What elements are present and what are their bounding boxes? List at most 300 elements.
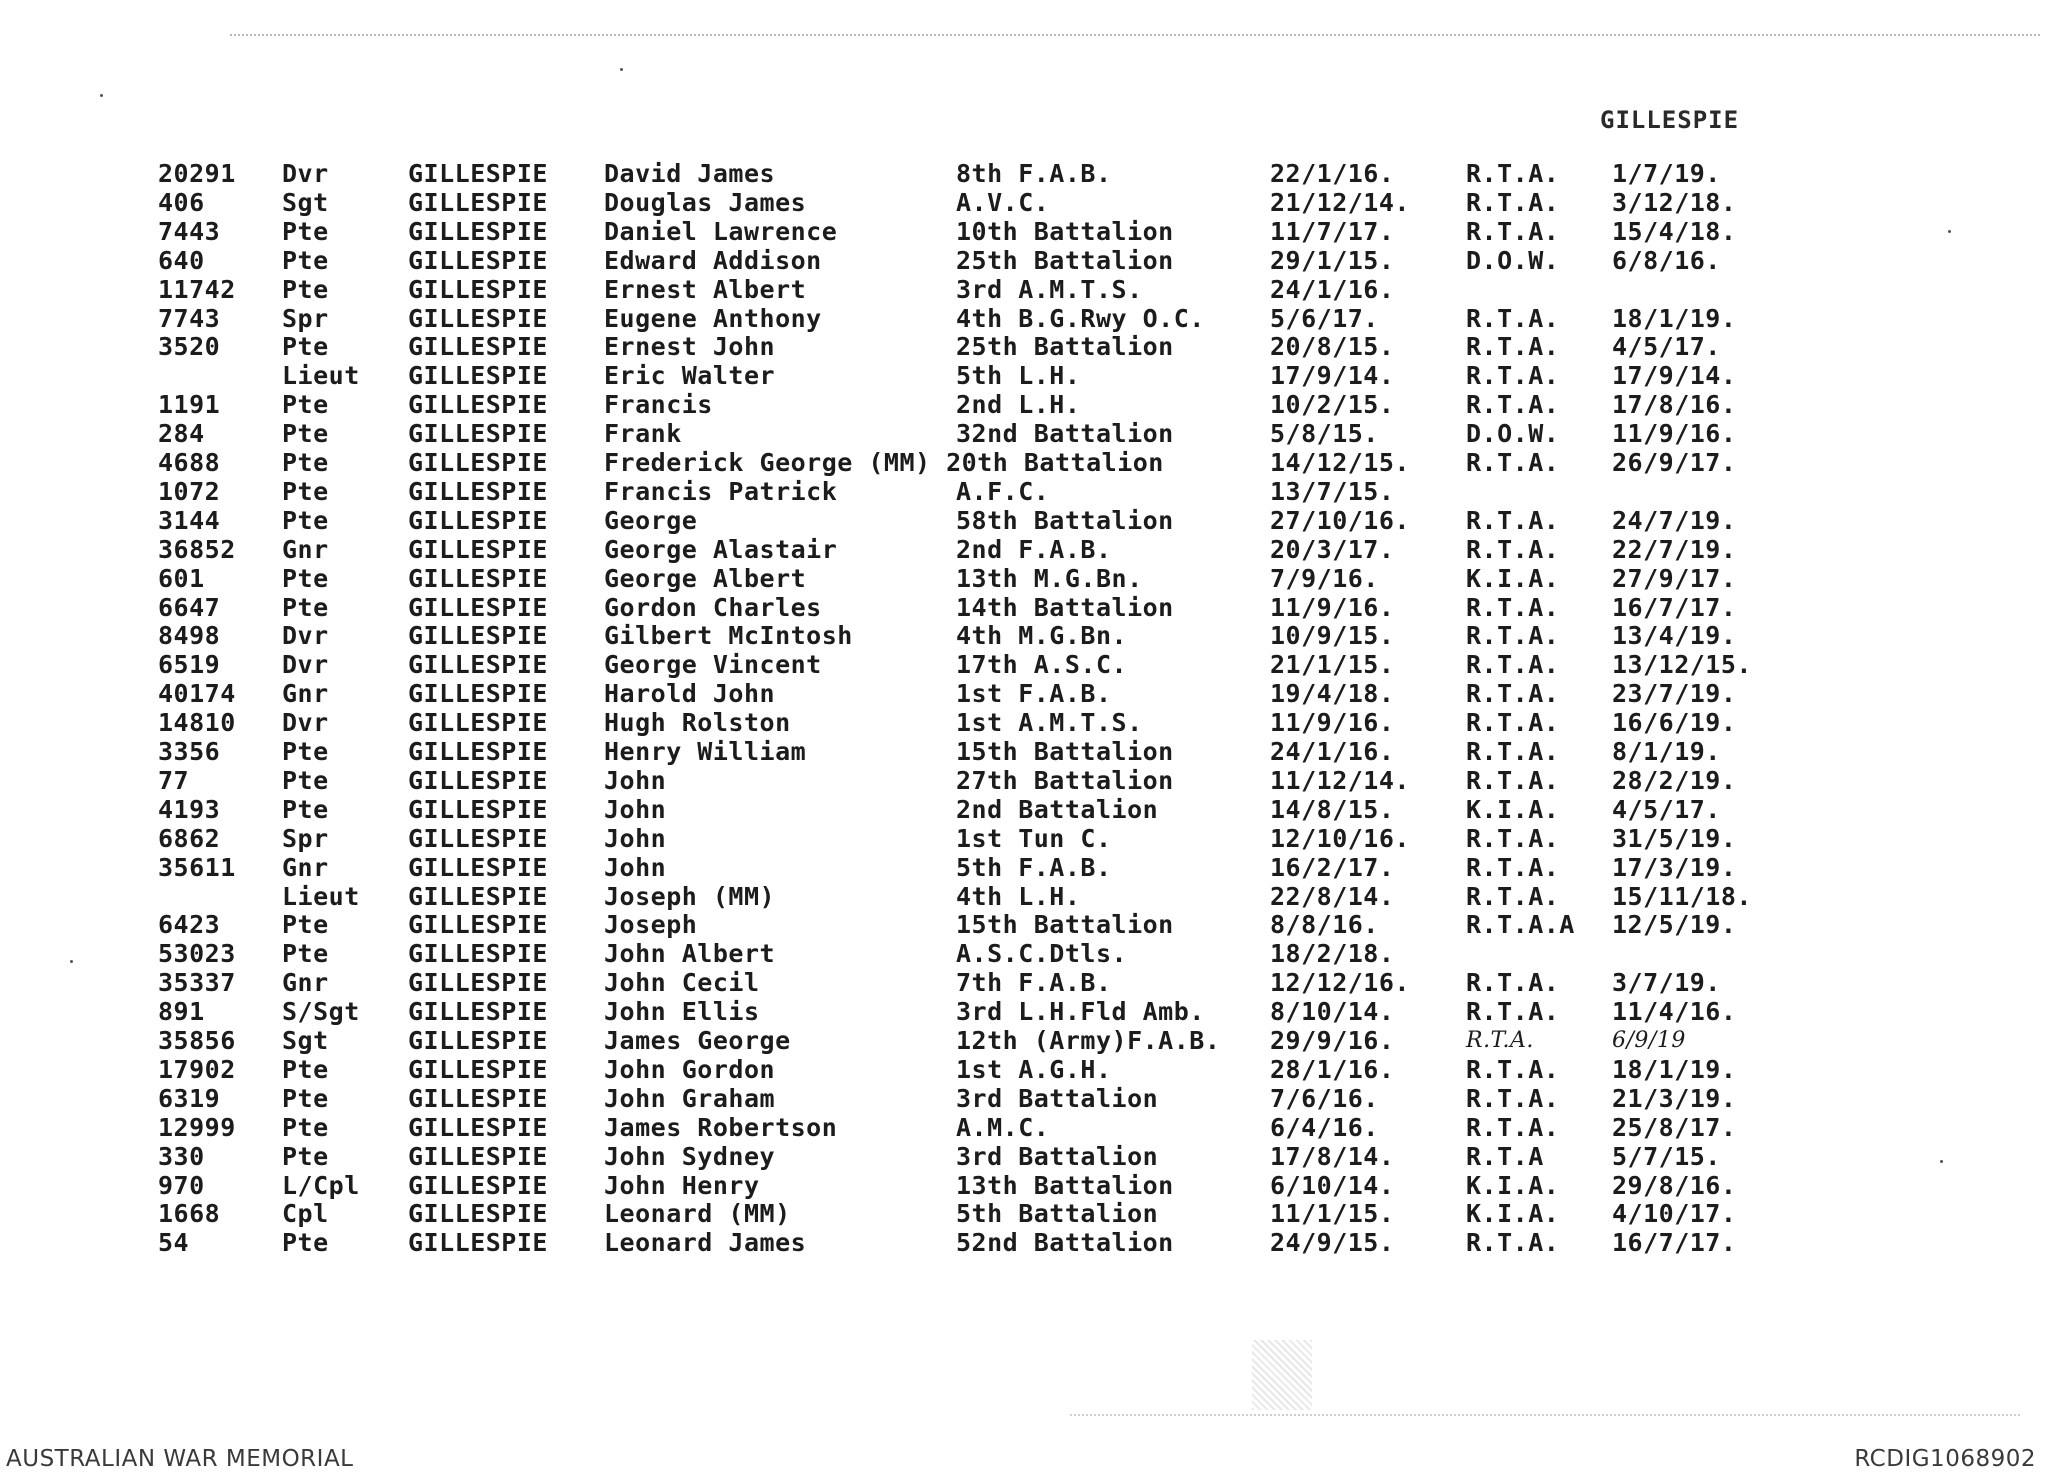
- record-fate: R.T.A.: [1466, 824, 1560, 853]
- record-surname: GILLESPIE: [408, 304, 548, 333]
- record-given-names: Gilbert McIntosh: [604, 621, 853, 650]
- record-given-names: Leonard (MM): [604, 1199, 791, 1228]
- record-rank: Lieut: [282, 882, 360, 911]
- record-surname: GILLESPIE: [408, 506, 548, 535]
- record-enlistment-date: 7/9/16.: [1270, 564, 1379, 593]
- record-surname: GILLESPIE: [408, 1055, 548, 1084]
- record-unit: 3rd Battalion: [956, 1142, 1159, 1171]
- record-fate-date: 31/5/19.: [1612, 824, 1737, 853]
- record-number: 1191: [158, 390, 221, 419]
- record-enlistment-date: 5/6/17.: [1270, 304, 1379, 333]
- top-dotted-rule: [230, 34, 2040, 36]
- record-enlistment-date: 16/2/17.: [1270, 853, 1395, 882]
- record-given-names: John Albert: [604, 939, 776, 968]
- record-given-names: Harold John: [604, 679, 776, 708]
- paper-speck: [70, 960, 73, 963]
- record-number: 6519: [158, 650, 221, 679]
- record-number: 35611: [158, 853, 236, 882]
- record-surname: GILLESPIE: [408, 593, 548, 622]
- record-row: [0, 825, 2048, 853]
- record-surname: GILLESPIE: [408, 275, 548, 304]
- record-enlistment-date: 11/9/16.: [1270, 708, 1395, 737]
- record-fate: R.T.A.: [1466, 968, 1560, 997]
- record-fate-date: 5/7/15.: [1612, 1142, 1721, 1171]
- record-number: 17902: [158, 1055, 236, 1084]
- record-row: [0, 218, 2048, 246]
- record-rank: Cpl: [282, 1199, 329, 1228]
- record-rank: L/Cpl: [282, 1171, 360, 1200]
- record-fate-date: 25/8/17.: [1612, 1113, 1737, 1142]
- record-number: 6647: [158, 593, 221, 622]
- record-enlistment-date: 27/10/16.: [1270, 506, 1410, 535]
- record-fate-date: 3/12/18.: [1612, 188, 1737, 217]
- record-rank: Lieut: [282, 361, 360, 390]
- record-fate: R.T.A.: [1466, 593, 1560, 622]
- record-number: 20291: [158, 159, 236, 188]
- record-rank: Dvr: [282, 159, 329, 188]
- record-enlistment-date: 14/8/15.: [1270, 795, 1395, 824]
- record-fate-date: 6/9/19: [1612, 1028, 1686, 1053]
- record-number: 77: [158, 766, 190, 795]
- record-surname: GILLESPIE: [408, 535, 548, 564]
- record-enlistment-date: 20/3/17.: [1270, 535, 1395, 564]
- record-enlistment-date: 21/12/14.: [1270, 188, 1410, 217]
- record-enlistment-date: 21/1/15.: [1270, 650, 1395, 679]
- record-given-names: John Graham: [604, 1084, 776, 1113]
- record-rank: Pte: [282, 1055, 329, 1084]
- record-given-names: Joseph (MM): [604, 882, 776, 911]
- record-given-names: Leonard James: [604, 1228, 807, 1257]
- page-heading-surname: GILLESPIE: [1600, 106, 1740, 134]
- record-fate-date: 11/4/16.: [1612, 997, 1737, 1026]
- record-given-names: Frank: [604, 419, 682, 448]
- record-fate-date: 17/3/19.: [1612, 853, 1737, 882]
- record-row: [0, 305, 2048, 333]
- record-row: [0, 767, 2048, 795]
- record-rank: S/Sgt: [282, 997, 360, 1026]
- record-fate: R.T.A.: [1466, 506, 1560, 535]
- record-fate: K.I.A.: [1466, 1171, 1560, 1200]
- record-surname: GILLESPIE: [408, 621, 548, 650]
- footer-record-id: RCDIG1068902: [1854, 1446, 2036, 1472]
- record-surname: GILLESPIE: [408, 939, 548, 968]
- record-given-names: Henry William: [604, 737, 807, 766]
- record-enlistment-date: 22/1/16.: [1270, 159, 1395, 188]
- record-unit: 5th Battalion: [956, 1199, 1159, 1228]
- record-unit: 5th L.H.: [956, 361, 1081, 390]
- record-number: 6862: [158, 824, 221, 853]
- record-unit: 32nd Battalion: [956, 419, 1174, 448]
- record-unit: 27th Battalion: [956, 766, 1174, 795]
- record-row: [0, 247, 2048, 275]
- record-enlistment-date: 12/10/16.: [1270, 824, 1410, 853]
- record-number: 3356: [158, 737, 221, 766]
- record-fate: R.T.A.: [1466, 737, 1560, 766]
- record-row: [0, 160, 2048, 188]
- record-number: 601: [158, 564, 205, 593]
- record-unit: 1st A.G.H.: [956, 1055, 1112, 1084]
- record-unit: A.F.C.: [956, 477, 1050, 506]
- record-given-names: Hugh Rolston: [604, 708, 791, 737]
- record-rank: Spr: [282, 304, 329, 333]
- record-given-names: George Alastair: [604, 535, 838, 564]
- record-fate-date: 26/9/17.: [1612, 448, 1737, 477]
- record-enlistment-date: 11/7/17.: [1270, 217, 1395, 246]
- record-given-names: Frederick George (MM) 20th Battalion: [604, 448, 1164, 477]
- record-rank: Pte: [282, 217, 329, 246]
- record-given-names: Daniel Lawrence: [604, 217, 838, 246]
- record-number: 54: [158, 1228, 190, 1257]
- record-fate-date: 15/4/18.: [1612, 217, 1737, 246]
- record-rank: Pte: [282, 275, 329, 304]
- paper-speck: [1940, 1160, 1943, 1163]
- record-rank: Dvr: [282, 708, 329, 737]
- record-enlistment-date: 28/1/16.: [1270, 1055, 1395, 1084]
- record-row: [0, 1085, 2048, 1113]
- record-row: [0, 738, 2048, 766]
- record-given-names: Gordon Charles: [604, 593, 822, 622]
- record-number: 35856: [158, 1026, 236, 1055]
- record-surname: GILLESPIE: [408, 766, 548, 795]
- record-fate-date: 15/11/18.: [1612, 882, 1752, 911]
- record-fate-date: 6/8/16.: [1612, 246, 1721, 275]
- record-surname: GILLESPIE: [408, 737, 548, 766]
- record-enlistment-date: 17/9/14.: [1270, 361, 1395, 390]
- record-unit: 52nd Battalion: [956, 1228, 1174, 1257]
- record-row: [0, 1114, 2048, 1142]
- record-given-names: James George: [604, 1026, 791, 1055]
- record-surname: GILLESPIE: [408, 679, 548, 708]
- record-row: [0, 478, 2048, 506]
- record-fate: R.T.A.: [1466, 997, 1560, 1026]
- record-surname: GILLESPIE: [408, 824, 548, 853]
- record-surname: GILLESPIE: [408, 1228, 548, 1257]
- record-given-names: John: [604, 853, 667, 882]
- record-number: 1072: [158, 477, 221, 506]
- record-fate-date: 13/4/19.: [1612, 621, 1737, 650]
- record-rank: Gnr: [282, 968, 329, 997]
- record-fate-date: 29/8/16.: [1612, 1171, 1737, 1200]
- record-given-names: George: [604, 506, 698, 535]
- record-number: 6319: [158, 1084, 221, 1113]
- record-fate: R.T.A.: [1466, 332, 1560, 361]
- record-rank: Spr: [282, 824, 329, 853]
- record-unit: 3rd Battalion: [956, 1084, 1159, 1113]
- record-row: [0, 391, 2048, 419]
- record-surname: GILLESPIE: [408, 332, 548, 361]
- record-unit: 58th Battalion: [956, 506, 1174, 535]
- record-fate: R.T.A.: [1466, 621, 1560, 650]
- record-number: 284: [158, 419, 205, 448]
- record-fate: R.T.A.: [1466, 1084, 1560, 1113]
- record-unit: 1st F.A.B.: [956, 679, 1112, 708]
- record-unit: 2nd F.A.B.: [956, 535, 1112, 564]
- record-rank: Pte: [282, 1228, 329, 1257]
- record-number: 8498: [158, 621, 221, 650]
- record-fate: R.T.A.: [1466, 304, 1560, 333]
- record-fate-date: 21/3/19.: [1612, 1084, 1737, 1113]
- record-surname: GILLESPIE: [408, 1026, 548, 1055]
- record-row: [0, 276, 2048, 304]
- record-number: 330: [158, 1142, 205, 1171]
- paper-speck: [100, 94, 103, 97]
- record-number: 6423: [158, 910, 221, 939]
- record-rank: Pte: [282, 419, 329, 448]
- record-row: [0, 507, 2048, 535]
- record-row: [0, 1229, 2048, 1257]
- record-rank: Pte: [282, 1084, 329, 1113]
- record-fate: D.O.W.: [1466, 419, 1560, 448]
- record-surname: GILLESPIE: [408, 448, 548, 477]
- record-fate: R.T.A.: [1466, 650, 1560, 679]
- record-number: 3520: [158, 332, 221, 361]
- record-rank: Dvr: [282, 621, 329, 650]
- record-surname: GILLESPIE: [408, 246, 548, 275]
- record-fate: R.T.A.: [1466, 853, 1560, 882]
- record-fate-date: 27/9/17.: [1612, 564, 1737, 593]
- record-surname: GILLESPIE: [408, 650, 548, 679]
- record-rank: Pte: [282, 795, 329, 824]
- record-unit: 3rd L.H.Fld Amb.: [956, 997, 1205, 1026]
- record-fate-date: 23/7/19.: [1612, 679, 1737, 708]
- record-fate: K.I.A.: [1466, 1199, 1560, 1228]
- record-number: 12999: [158, 1113, 236, 1142]
- paper-speck: [620, 68, 623, 71]
- record-unit: A.V.C.: [956, 188, 1050, 217]
- record-number: 1668: [158, 1199, 221, 1228]
- record-fate-date: 16/7/17.: [1612, 593, 1737, 622]
- record-number: 3144: [158, 506, 221, 535]
- record-given-names: John: [604, 795, 667, 824]
- record-unit: 4th B.G.Rwy O.C.: [956, 304, 1205, 333]
- record-given-names: David James: [604, 159, 776, 188]
- record-fate-date: 4/5/17.: [1612, 332, 1721, 361]
- record-row: [0, 1143, 2048, 1171]
- record-fate: R.T.A.: [1466, 159, 1560, 188]
- record-surname: GILLESPIE: [408, 390, 548, 419]
- record-fate-date: 4/5/17.: [1612, 795, 1721, 824]
- record-given-names: John: [604, 824, 667, 853]
- record-given-names: Ernest John: [604, 332, 776, 361]
- record-fate-date: 13/12/15.: [1612, 650, 1752, 679]
- record-surname: GILLESPIE: [408, 968, 548, 997]
- record-fate-date: 17/8/16.: [1612, 390, 1737, 419]
- record-enlistment-date: 10/9/15.: [1270, 621, 1395, 650]
- record-unit: 25th Battalion: [956, 246, 1174, 275]
- record-fate: K.I.A.: [1466, 795, 1560, 824]
- record-fate: R.T.A.: [1466, 1028, 1534, 1053]
- record-number: 640: [158, 246, 205, 275]
- record-fate: R.T.A.: [1466, 882, 1560, 911]
- record-enlistment-date: 18/2/18.: [1270, 939, 1395, 968]
- record-surname: GILLESPIE: [408, 882, 548, 911]
- record-rank: Gnr: [282, 535, 329, 564]
- record-fate-date: 3/7/19.: [1612, 968, 1721, 997]
- record-rank: Gnr: [282, 679, 329, 708]
- record-fate: R.T.A.: [1466, 1055, 1560, 1084]
- record-row: [0, 796, 2048, 824]
- record-fate: R.T.A.: [1466, 766, 1560, 795]
- record-rank: Pte: [282, 506, 329, 535]
- record-given-names: Francis Patrick: [604, 477, 838, 506]
- record-given-names: Eugene Anthony: [604, 304, 822, 333]
- record-unit: 25th Battalion: [956, 332, 1174, 361]
- record-enlistment-date: 11/9/16.: [1270, 593, 1395, 622]
- record-fate: R.T.A.: [1466, 1113, 1560, 1142]
- record-enlistment-date: 13/7/15.: [1270, 477, 1395, 506]
- record-fate: R.T.A.: [1466, 679, 1560, 708]
- record-number: 970: [158, 1171, 205, 1200]
- record-given-names: Joseph: [604, 910, 698, 939]
- record-rank: Pte: [282, 1113, 329, 1142]
- record-fate: R.T.A.: [1466, 217, 1560, 246]
- record-fate-date: 18/1/19.: [1612, 1055, 1737, 1084]
- record-row: [0, 883, 2048, 911]
- record-row: [0, 680, 2048, 708]
- record-row: [0, 420, 2048, 448]
- record-fate: K.I.A.: [1466, 564, 1560, 593]
- record-enlistment-date: 12/12/16.: [1270, 968, 1410, 997]
- record-row: [0, 333, 2048, 361]
- record-number: 14810: [158, 708, 236, 737]
- record-unit: 3rd A.M.T.S.: [956, 275, 1143, 304]
- record-unit: 12th (Army)F.A.B.: [956, 1026, 1221, 1055]
- record-given-names: John Ellis: [604, 997, 760, 1026]
- record-row: [0, 449, 2048, 477]
- record-row: [0, 940, 2048, 968]
- record-row: [0, 854, 2048, 882]
- record-unit: 14th Battalion: [956, 593, 1174, 622]
- record-surname: GILLESPIE: [408, 564, 548, 593]
- record-row: [0, 1172, 2048, 1200]
- record-enlistment-date: 17/8/14.: [1270, 1142, 1395, 1171]
- record-fate: R.T.A.: [1466, 448, 1560, 477]
- record-unit: 10th Battalion: [956, 217, 1174, 246]
- record-enlistment-date: 24/1/16.: [1270, 737, 1395, 766]
- record-surname: GILLESPIE: [408, 1199, 548, 1228]
- record-rank: Pte: [282, 246, 329, 275]
- record-enlistment-date: 7/6/16.: [1270, 1084, 1379, 1113]
- record-given-names: Ernest Albert: [604, 275, 807, 304]
- record-rank: Pte: [282, 564, 329, 593]
- record-fate-date: 22/7/19.: [1612, 535, 1737, 564]
- bottom-dotted-rule: [1070, 1414, 2020, 1416]
- record-rank: Pte: [282, 390, 329, 419]
- record-enlistment-date: 11/12/14.: [1270, 766, 1410, 795]
- record-surname: GILLESPIE: [408, 1171, 548, 1200]
- record-surname: GILLESPIE: [408, 419, 548, 448]
- record-row: [0, 709, 2048, 737]
- record-enlistment-date: 20/8/15.: [1270, 332, 1395, 361]
- record-row: [0, 622, 2048, 650]
- record-unit: 17th A.S.C.: [956, 650, 1128, 679]
- record-surname: GILLESPIE: [408, 1142, 548, 1171]
- record-row: [0, 1027, 2048, 1055]
- record-enlistment-date: 29/1/15.: [1270, 246, 1395, 275]
- record-number: 4193: [158, 795, 221, 824]
- record-unit: 5th F.A.B.: [956, 853, 1112, 882]
- record-fate: R.T.A.A: [1466, 910, 1575, 939]
- record-number: 11742: [158, 275, 236, 304]
- record-row: [0, 969, 2048, 997]
- record-fate: R.T.A.: [1466, 535, 1560, 564]
- footer-institution: AUSTRALIAN WAR MEMORIAL: [6, 1446, 354, 1472]
- record-number: 53023: [158, 939, 236, 968]
- record-fate: R.T.A.: [1466, 188, 1560, 217]
- record-surname: GILLESPIE: [408, 910, 548, 939]
- record-given-names: John: [604, 766, 667, 795]
- record-unit: 8th F.A.B.: [956, 159, 1112, 188]
- record-enlistment-date: 6/4/16.: [1270, 1113, 1379, 1142]
- record-unit: 2nd L.H.: [956, 390, 1081, 419]
- record-row: [0, 1056, 2048, 1084]
- record-row: [0, 565, 2048, 593]
- record-enlistment-date: 10/2/15.: [1270, 390, 1395, 419]
- record-surname: GILLESPIE: [408, 795, 548, 824]
- record-given-names: John Cecil: [604, 968, 760, 997]
- record-unit: 1st Tun C.: [956, 824, 1112, 853]
- record-enlistment-date: 8/10/14.: [1270, 997, 1395, 1026]
- record-number: 35337: [158, 968, 236, 997]
- record-unit: 13th Battalion: [956, 1171, 1174, 1200]
- record-rank: Sgt: [282, 188, 329, 217]
- record-surname: GILLESPIE: [408, 997, 548, 1026]
- record-rank: Pte: [282, 939, 329, 968]
- record-surname: GILLESPIE: [408, 1113, 548, 1142]
- record-rank: Pte: [282, 593, 329, 622]
- record-given-names: Francis: [604, 390, 713, 419]
- record-given-names: John Gordon: [604, 1055, 776, 1084]
- record-fate: R.T.A.: [1466, 1228, 1560, 1257]
- record-fate: R.T.A: [1466, 1142, 1544, 1171]
- record-unit: 2nd Battalion: [956, 795, 1159, 824]
- record-given-names: John Sydney: [604, 1142, 776, 1171]
- record-enlistment-date: 11/1/15.: [1270, 1199, 1395, 1228]
- record-row: [0, 536, 2048, 564]
- record-unit: 13th M.G.Bn.: [956, 564, 1143, 593]
- record-rank: Pte: [282, 332, 329, 361]
- record-row: [0, 594, 2048, 622]
- record-fate-date: 28/2/19.: [1612, 766, 1737, 795]
- record-rank: Pte: [282, 766, 329, 795]
- record-given-names: Edward Addison: [604, 246, 822, 275]
- record-fate-date: 8/1/19.: [1612, 737, 1721, 766]
- record-enlistment-date: 14/12/15.: [1270, 448, 1410, 477]
- record-fate-date: 4/10/17.: [1612, 1199, 1737, 1228]
- record-rank: Pte: [282, 448, 329, 477]
- record-rank: Sgt: [282, 1026, 329, 1055]
- record-surname: GILLESPIE: [408, 361, 548, 390]
- record-fate-date: 12/5/19.: [1612, 910, 1737, 939]
- record-fate-date: 11/9/16.: [1612, 419, 1737, 448]
- record-number: 406: [158, 188, 205, 217]
- record-row: [0, 362, 2048, 390]
- record-enlistment-date: 19/4/18.: [1270, 679, 1395, 708]
- record-enlistment-date: 24/1/16.: [1270, 275, 1395, 304]
- paper-smudge: [1252, 1340, 1312, 1410]
- record-enlistment-date: 24/9/15.: [1270, 1228, 1395, 1257]
- record-fate-date: 16/6/19.: [1612, 708, 1737, 737]
- record-fate-date: 18/1/19.: [1612, 304, 1737, 333]
- record-rank: Gnr: [282, 853, 329, 882]
- record-unit: 1st A.M.T.S.: [956, 708, 1143, 737]
- record-given-names: James Robertson: [604, 1113, 838, 1142]
- record-fate-date: 1/7/19.: [1612, 159, 1721, 188]
- record-row: [0, 998, 2048, 1026]
- record-number: 7743: [158, 304, 221, 333]
- record-fate: D.O.W.: [1466, 246, 1560, 275]
- record-unit: 7th F.A.B.: [956, 968, 1112, 997]
